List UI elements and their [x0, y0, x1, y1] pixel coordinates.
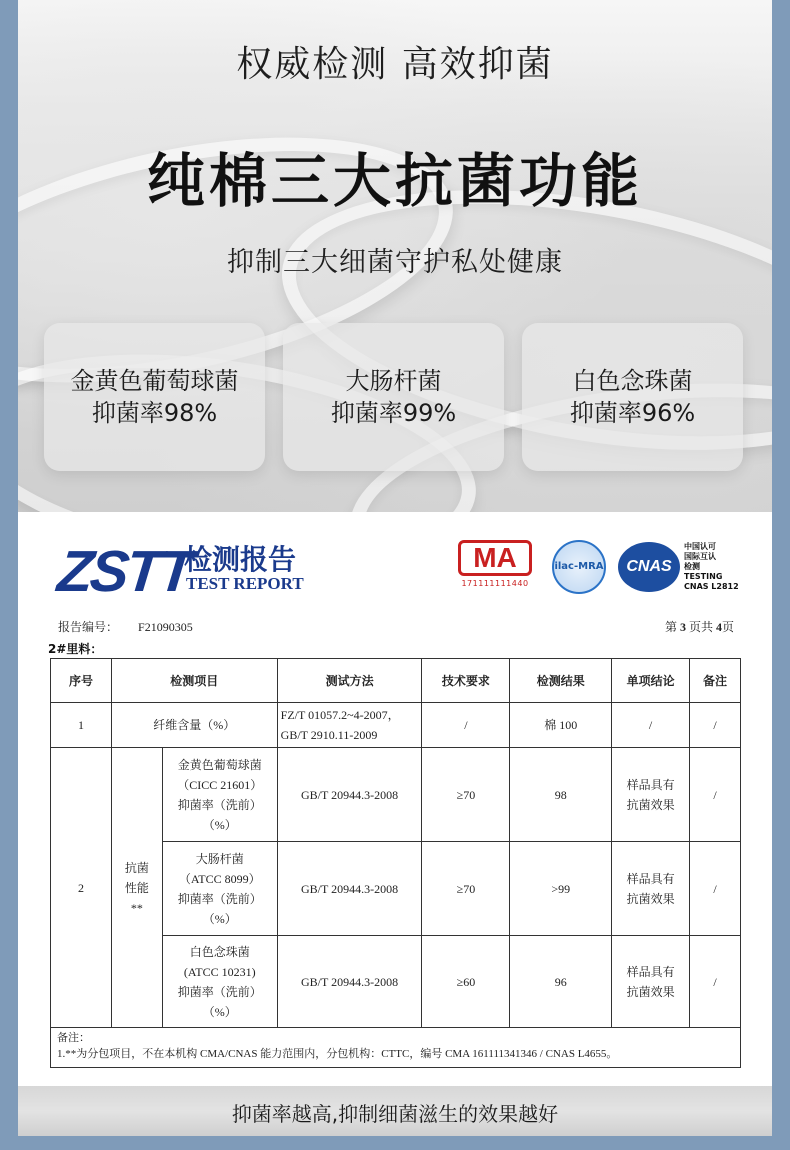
- cell-conclusion: [612, 936, 690, 1028]
- subitem-line: (ATCC 10231): [183, 964, 256, 979]
- bacteria-name: 大肠杆菌: [345, 367, 442, 395]
- page-frame: [18, 0, 772, 1136]
- subitem-line: （ATCC 8099）: [178, 871, 261, 886]
- conclusion-line: 抗菌效果: [626, 797, 675, 812]
- page-indicator: [665, 618, 734, 635]
- subitem-line: 白色念珠菌: [189, 944, 250, 959]
- page-prefix: 第: [664, 620, 677, 634]
- col-header: 备注: [690, 659, 741, 703]
- cnas-line: TESTING: [684, 572, 723, 581]
- inhibition-rate: 抑菌率98%: [91, 399, 218, 427]
- table-row: [51, 703, 741, 748]
- subitem-line: 抑菌率（洗前）: [177, 891, 262, 906]
- col-header: 检测结果: [510, 659, 612, 703]
- cma-mark: MA: [458, 540, 532, 576]
- bacteria-card: [283, 323, 504, 471]
- bacteria-name: 金黄色葡萄球菌: [70, 367, 239, 395]
- inhibition-rate: 抑菌率99%: [330, 399, 457, 427]
- cell-remark: /: [690, 748, 741, 842]
- page-current: 3: [679, 620, 686, 634]
- section-label: 2#里料：: [48, 642, 103, 656]
- test-report: [18, 512, 772, 1086]
- hero-banner: [18, 0, 772, 512]
- cnas-line: 国际互认: [684, 552, 716, 561]
- group-line: 性能: [124, 880, 149, 895]
- cell-result: 96: [510, 936, 612, 1028]
- cell-subitem: [162, 936, 277, 1028]
- subitem-line: 金黄色葡萄球菌: [177, 757, 262, 772]
- subitem-line: （%）: [202, 1004, 237, 1019]
- col-header: 测试方法: [277, 659, 422, 703]
- cell-no: 1: [51, 703, 112, 748]
- bacteria-cards: [44, 323, 743, 471]
- col-header: 技术要求: [422, 659, 510, 703]
- cell-subitem: [162, 842, 277, 936]
- results-table: [50, 658, 741, 1028]
- cell-result: 98: [510, 748, 612, 842]
- ilac-mra-logo: ilac-MRA: [552, 540, 606, 594]
- report-title-en: TEST REPORT: [186, 574, 304, 593]
- table-header-row: [51, 659, 741, 703]
- cell-conclusion: /: [612, 703, 690, 748]
- cell-conclusion: [612, 748, 690, 842]
- inhibition-rate: 抑菌率96%: [569, 399, 696, 427]
- group-line: 抗菌: [124, 860, 149, 875]
- hero-title: 纯棉三大抗菌功能: [146, 147, 643, 215]
- cell-subitem: [162, 748, 277, 842]
- cell-remark: /: [690, 936, 741, 1028]
- subitem-line: 大肠杆菌: [195, 851, 244, 866]
- cell-method: GB/T 20944.3-2008: [277, 748, 422, 842]
- method-line: GB/T 2910.11-2009: [280, 728, 378, 742]
- notes-label: 备注：: [57, 1032, 90, 1044]
- cell-group: [111, 748, 162, 1028]
- subitem-line: 抑菌率（洗前）: [177, 797, 262, 812]
- cell-requirement: /: [422, 703, 510, 748]
- col-header: 检测项目: [111, 659, 277, 703]
- cell-remark: /: [690, 842, 741, 936]
- cell-method: [277, 703, 422, 748]
- cnas-logo: CNAS: [618, 542, 680, 592]
- page-total: 4: [715, 620, 722, 634]
- cell-remark: /: [690, 703, 741, 748]
- report-notes: [50, 1026, 741, 1068]
- cell-result: 棉 100: [510, 703, 612, 748]
- page-mid: 页共: [688, 620, 713, 634]
- report-number: [58, 618, 193, 635]
- cnas-line: 检测: [684, 562, 700, 571]
- subitem-line: （CICC 21601）: [177, 777, 263, 792]
- cell-conclusion: [612, 842, 690, 936]
- bacteria-card: [44, 323, 265, 471]
- group-line: **: [130, 900, 143, 915]
- footer-text: 抑菌率越高,抑制细菌滋生的效果越好: [231, 1102, 559, 1126]
- report-number-value: F21090305: [138, 620, 193, 634]
- cnas-accreditation-text: [684, 542, 739, 592]
- hero-tagline: 抑制三大细菌守护私处健康: [227, 247, 563, 278]
- footer-banner: [18, 1086, 772, 1136]
- cell-no: 2: [51, 748, 112, 1028]
- method-line: FZ/T 01057.2~4-2007，: [280, 708, 400, 722]
- bacteria-name: 白色念珠菌: [572, 367, 693, 395]
- subitem-line: （%）: [202, 817, 237, 832]
- cnas-line: 中国认可: [684, 542, 716, 551]
- conclusion-line: 抗菌效果: [626, 891, 675, 906]
- report-title-cn: 检测报告: [184, 543, 297, 576]
- cell-method: GB/T 20944.3-2008: [277, 842, 422, 936]
- conclusion-line: 样品具有: [626, 777, 675, 792]
- report-number-label: 报告编号：: [58, 620, 119, 634]
- cell-method: GB/T 20944.3-2008: [277, 936, 422, 1028]
- subitem-line: （%）: [202, 911, 237, 926]
- conclusion-line: 样品具有: [626, 871, 675, 886]
- cell-result: >99: [510, 842, 612, 936]
- cma-number: 171111111440: [461, 579, 529, 588]
- bacteria-card: [522, 323, 743, 471]
- cell-requirement: ≥70: [422, 842, 510, 936]
- conclusion-line: 样品具有: [626, 964, 675, 979]
- page-suffix: 页: [721, 620, 734, 634]
- col-header: 单项结论: [612, 659, 690, 703]
- table-row: [51, 748, 741, 842]
- cell-requirement: ≥70: [422, 748, 510, 842]
- notes-text: 1.**为分包项目，不在本机构 CMA/CNAS 能力范围内，分包机构：CTTC，编号 CMA 161111341346 / CNAS L4655。: [57, 1048, 618, 1060]
- cell-requirement: ≥60: [422, 936, 510, 1028]
- zstt-logo: ZSTT: [54, 539, 195, 604]
- cma-logo: [458, 540, 532, 590]
- cnas-line: CNAS L2812: [684, 582, 739, 591]
- subitem-line: 抑菌率（洗前）: [177, 984, 262, 999]
- col-header: 序号: [51, 659, 112, 703]
- cell-item: 纤维含量（%）: [111, 703, 277, 748]
- conclusion-line: 抗菌效果: [626, 984, 675, 999]
- hero-subtitle: 权威检测 高效抑菌: [236, 44, 554, 85]
